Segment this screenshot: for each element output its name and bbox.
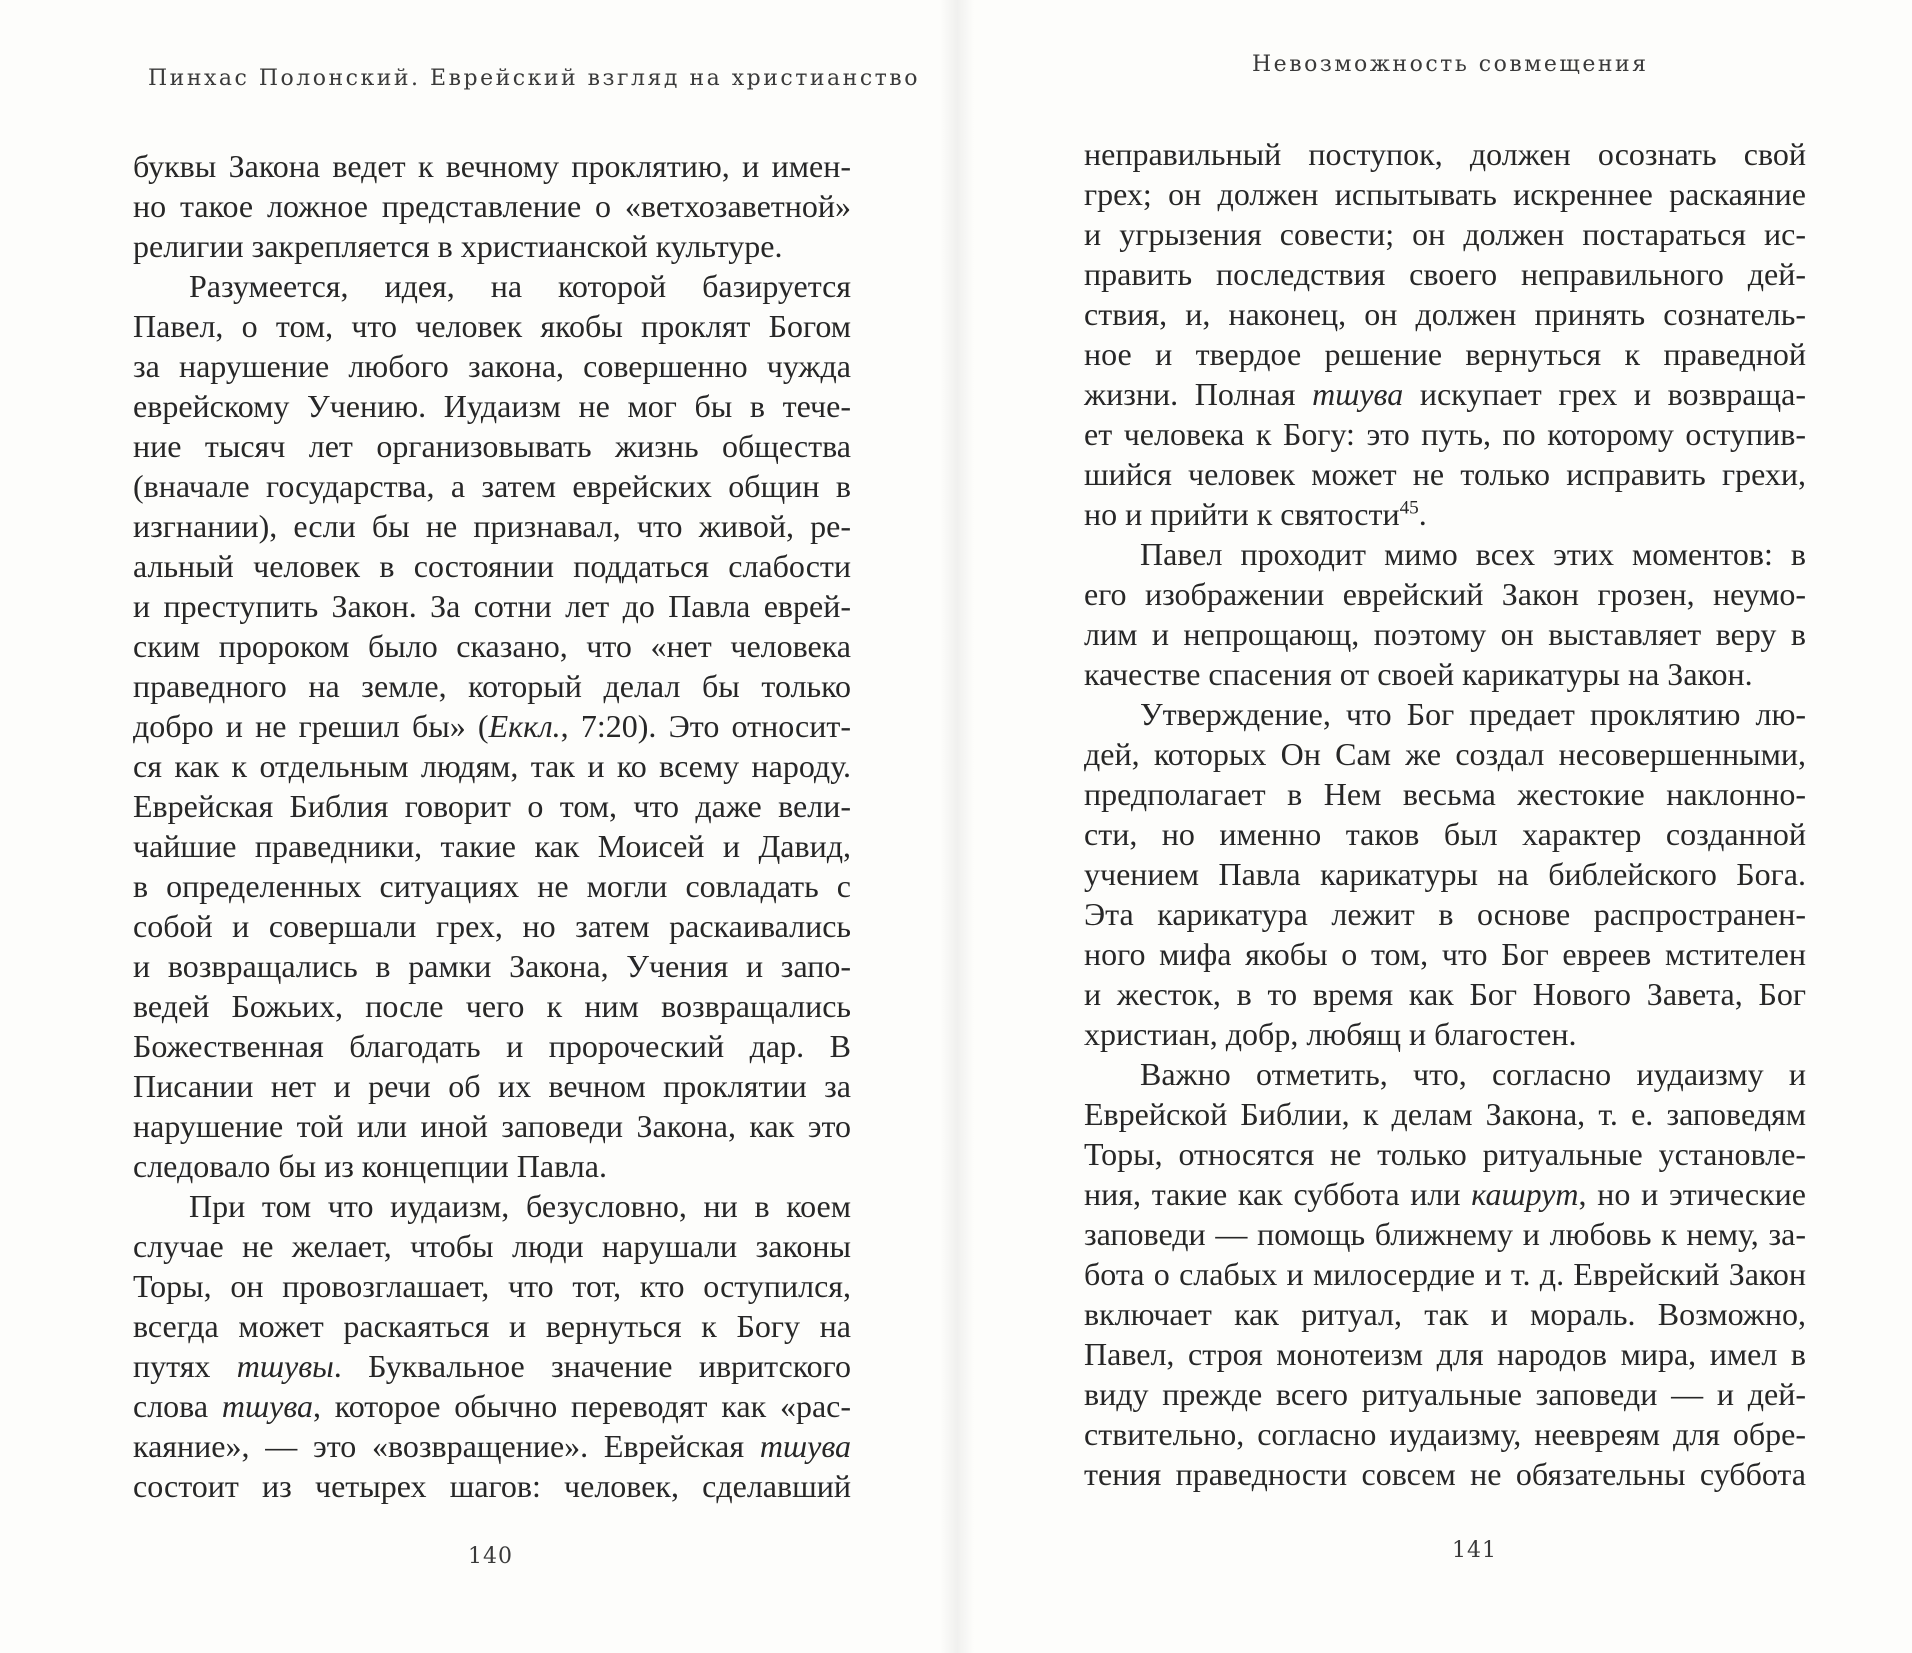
text-line xyxy=(133,786,851,826)
text-line xyxy=(133,986,851,1026)
running-head-right: Невозможность совмещения xyxy=(1252,52,1649,77)
text-run: Павел, строя монотеизм для народов мира, имел в xyxy=(1084,1336,1806,1372)
text-run: но такое ложное представление о «ветхозаветной» xyxy=(133,188,851,224)
text-run: ведей Божьих, после чего к ним возвращались xyxy=(133,988,851,1024)
text-run: Утверждение, что Бог предает проклятию лю- xyxy=(1140,696,1806,732)
text-run: ное и твердое решение вернуться к праведной xyxy=(1084,336,1806,372)
text-run: Божественная благодать и пророческий дар. В xyxy=(133,1028,851,1064)
italic-term: тшува xyxy=(1312,376,1404,412)
text-line xyxy=(1084,894,1806,934)
text-run: Павел проходит мимо всех этих моментов: в xyxy=(1140,536,1806,572)
text-run: собой и совершали грех, но затем раскаивались xyxy=(133,908,851,944)
text-line xyxy=(1084,814,1806,854)
text-run: заповеди — помощь ближнему и любовь к нему, за- xyxy=(1084,1216,1806,1252)
text-run: (вначале государства, а затем еврейских общин в xyxy=(133,468,851,504)
text-run: Еврейской Библии, к делам Закона, т. е. заповедям xyxy=(1084,1096,1806,1132)
text-line xyxy=(133,226,851,266)
text-line xyxy=(1084,1054,1806,1094)
text-run: и угрызения совести; он должен постараться ис- xyxy=(1084,216,1806,252)
left-page-text xyxy=(133,146,851,1506)
text-run: виду прежде всего ритуальные заповеди — и дей- xyxy=(1084,1376,1806,1412)
text-line xyxy=(1084,1374,1806,1414)
text-run: Павел, о том, что человек якобы проклят Богом xyxy=(133,308,851,344)
text-run: и возвращались в рамки Закона, Учения и запо- xyxy=(133,948,851,984)
text-run: еврейскому Учению. Иудаизм не мог бы в тече- xyxy=(133,388,851,424)
text-run: жизни. Полная xyxy=(1084,376,1313,412)
text-line xyxy=(133,386,851,426)
text-run: его изображении еврейский Закон грозен, неумо- xyxy=(1084,576,1806,612)
text-run: путях xyxy=(133,1348,237,1384)
text-line xyxy=(133,1346,851,1386)
text-line xyxy=(1084,494,1806,534)
text-line xyxy=(133,626,851,666)
text-line xyxy=(133,1426,851,1466)
text-run: править последствия своего неправильного дей- xyxy=(1084,256,1806,292)
text-run: ским пророком было сказано, что «нет человека xyxy=(133,628,851,664)
footnote-marker[interactable]: 45 xyxy=(1399,497,1419,519)
text-run: включает как ритуал, так и мораль. Возможно, xyxy=(1084,1296,1806,1332)
text-line xyxy=(1084,694,1806,734)
text-run: нарушение той или иной заповеди Закона, как это xyxy=(133,1108,851,1144)
text-line xyxy=(1084,414,1806,454)
text-line xyxy=(1084,534,1806,574)
text-run: сти, но именно таков был характер созданной xyxy=(1084,816,1806,852)
text-run: альный человек в состоянии поддаться слабости xyxy=(133,548,851,584)
text-line xyxy=(133,746,851,786)
text-run: но и прийти к святости xyxy=(1084,496,1400,532)
text-line xyxy=(133,146,851,186)
text-line xyxy=(133,1306,851,1346)
text-run: Разумеется, идея, на которой базируется xyxy=(189,268,851,304)
text-line xyxy=(1084,214,1806,254)
text-run: лим и непрощающ, поэтому он выставляет веру в xyxy=(1084,616,1806,652)
text-line xyxy=(133,266,851,306)
text-line xyxy=(1084,774,1806,814)
text-run: предполагает в Нем весьма жестокие наклонно- xyxy=(1084,776,1806,812)
text-run: учением Павла карикатуры на библейского Бога. xyxy=(1084,856,1806,892)
text-line xyxy=(133,306,851,346)
text-line xyxy=(133,906,851,946)
text-line xyxy=(133,866,851,906)
text-line xyxy=(133,346,851,386)
text-line xyxy=(1084,734,1806,774)
text-line xyxy=(1084,174,1806,214)
text-line xyxy=(1084,614,1806,654)
text-line xyxy=(1084,294,1806,334)
text-line xyxy=(133,466,851,506)
text-run: ет человека к Богу: это путь, по которому оступив- xyxy=(1084,416,1806,452)
text-line xyxy=(133,1026,851,1066)
running-head-left: Пинхас Полонский. Еврейский взгляд на христианство xyxy=(148,66,920,91)
text-run: чайшие праведники, такие как Моисей и Давид, xyxy=(133,828,851,864)
text-run: бота о слабых и милосердие и т. д. Еврейский Закон xyxy=(1084,1256,1806,1292)
right-page-text xyxy=(1084,134,1806,1494)
text-run: добро и не грешил бы» ( xyxy=(133,708,489,744)
text-line xyxy=(133,666,851,706)
text-line xyxy=(1084,374,1806,414)
text-run: При том что иудаизм, безусловно, ни в коем xyxy=(189,1188,851,1224)
text-run: , но и этические xyxy=(1578,1176,1807,1212)
text-run: изгнании), если бы не признавал, что живой, ре- xyxy=(133,508,851,544)
text-run: ного мифа якобы о том, что Бог евреев мстителен xyxy=(1084,936,1806,972)
text-run: за нарушение любого закона, совершенно чужда xyxy=(133,348,851,384)
text-run: праведного на земле, который делал бы только xyxy=(133,668,851,704)
page-number-right: 141 xyxy=(1452,1538,1497,1563)
text-line xyxy=(133,426,851,466)
text-line xyxy=(1084,1254,1806,1294)
text-line xyxy=(1084,1134,1806,1174)
text-line xyxy=(133,1466,851,1506)
text-run: . xyxy=(1418,496,1427,532)
text-line xyxy=(133,186,851,226)
text-line xyxy=(133,586,851,626)
text-line xyxy=(1084,1094,1806,1134)
text-run: всегда может раскаяться и вернуться к Богу на xyxy=(133,1308,851,1344)
text-line xyxy=(1084,854,1806,894)
text-run: ния, такие как суббота или xyxy=(1084,1176,1472,1212)
italic-term: тшува xyxy=(221,1388,313,1424)
text-line xyxy=(133,1146,851,1186)
text-line xyxy=(133,1226,851,1266)
text-line xyxy=(133,706,851,746)
text-line xyxy=(1084,654,1806,694)
text-line xyxy=(1084,1454,1806,1494)
text-run: неправильный поступок, должен осознать свой xyxy=(1084,136,1806,172)
text-run: Эта карикатура лежит в основе распространен- xyxy=(1084,896,1806,932)
text-run: ся как к отдельным людям, так и ко всему народу. xyxy=(133,748,851,784)
text-run: Еврейская Библия говорит о том, что даже вели- xyxy=(133,788,851,824)
text-run: , которое обычно переводят как «рас- xyxy=(313,1388,851,1424)
text-run: грех; он должен испытывать искреннее раскаяние xyxy=(1084,176,1806,212)
text-run: ние тысяч лет организовывать жизнь общества xyxy=(133,428,851,464)
text-line xyxy=(133,826,851,866)
italic-term: тшувы xyxy=(236,1348,334,1384)
text-line xyxy=(133,1186,851,1226)
text-line xyxy=(1084,574,1806,614)
text-run: ствия, и, наконец, он должен принять сознатель- xyxy=(1084,296,1806,332)
page-number-left: 140 xyxy=(468,1544,513,1569)
text-run: следовало бы из концепции Павла. xyxy=(133,1148,607,1184)
text-line xyxy=(1084,254,1806,294)
text-line xyxy=(1084,1334,1806,1374)
text-run: и жесток, в то время как Бог Нового Завета, Бог xyxy=(1084,976,1806,1012)
text-run: буквы Закона ведет к вечному проклятию, и имен- xyxy=(133,148,851,184)
text-run: качестве спасения от своей карикатуры на Закон. xyxy=(1084,656,1753,692)
text-line xyxy=(1084,454,1806,494)
text-line xyxy=(1084,1294,1806,1334)
text-line xyxy=(133,1266,851,1306)
text-run: состоит из четырех шагов: человек, сделавший xyxy=(133,1468,851,1504)
text-line xyxy=(133,1106,851,1146)
right-page xyxy=(956,0,1912,1653)
text-run: искупает грех и возвраща- xyxy=(1403,376,1807,412)
text-run: Важно отметить, что, согласно иудаизму и xyxy=(1140,1056,1806,1092)
text-line xyxy=(1084,134,1806,174)
italic-term: Еккл. xyxy=(488,708,561,744)
text-line xyxy=(133,546,851,586)
text-run: шийся человек может не только исправить грехи, xyxy=(1084,456,1806,492)
text-run: ствительно, согласно иудаизму, неевреям для обре- xyxy=(1084,1416,1806,1452)
text-line xyxy=(1084,1414,1806,1454)
text-run: тения праведности совсем не обязательны суббота xyxy=(1084,1456,1806,1492)
text-line xyxy=(133,946,851,986)
text-run: Торы, относятся не только ритуальные установле- xyxy=(1084,1136,1806,1172)
text-run: слова xyxy=(133,1388,222,1424)
text-line xyxy=(133,1066,851,1106)
text-run: . Буквальное значение ивритского xyxy=(333,1348,852,1384)
italic-term: тшува xyxy=(759,1428,851,1464)
text-line xyxy=(133,1386,851,1426)
text-run: Писании нет и речи об их вечном проклятии за xyxy=(133,1068,851,1104)
text-run: христиан, добр, любящ и благостен. xyxy=(1084,1016,1577,1052)
text-run: каяние», — это «возвращение». Еврейская xyxy=(133,1428,760,1464)
text-line xyxy=(1084,1214,1806,1254)
text-line xyxy=(1084,334,1806,374)
text-line xyxy=(133,506,851,546)
text-run: , 7:20). Это относит- xyxy=(560,708,852,744)
text-run: Торы, он провозглашает, что тот, кто оступился, xyxy=(133,1268,851,1304)
text-line xyxy=(1084,1014,1806,1054)
text-run: случае не желает, чтобы люди нарушали законы xyxy=(133,1228,851,1264)
italic-term: кашрут xyxy=(1471,1176,1579,1212)
text-line xyxy=(1084,974,1806,1014)
text-run: религии закрепляется в христианской культуре. xyxy=(133,228,783,264)
text-run: в определенных ситуациях не могли совладать с xyxy=(133,868,851,904)
text-line xyxy=(1084,1174,1806,1214)
text-run: дей, которых Он Сам же создал несовершенными, xyxy=(1084,736,1806,772)
text-line xyxy=(1084,934,1806,974)
text-run: и преступить Закон. За сотни лет до Павла еврей- xyxy=(133,588,851,624)
